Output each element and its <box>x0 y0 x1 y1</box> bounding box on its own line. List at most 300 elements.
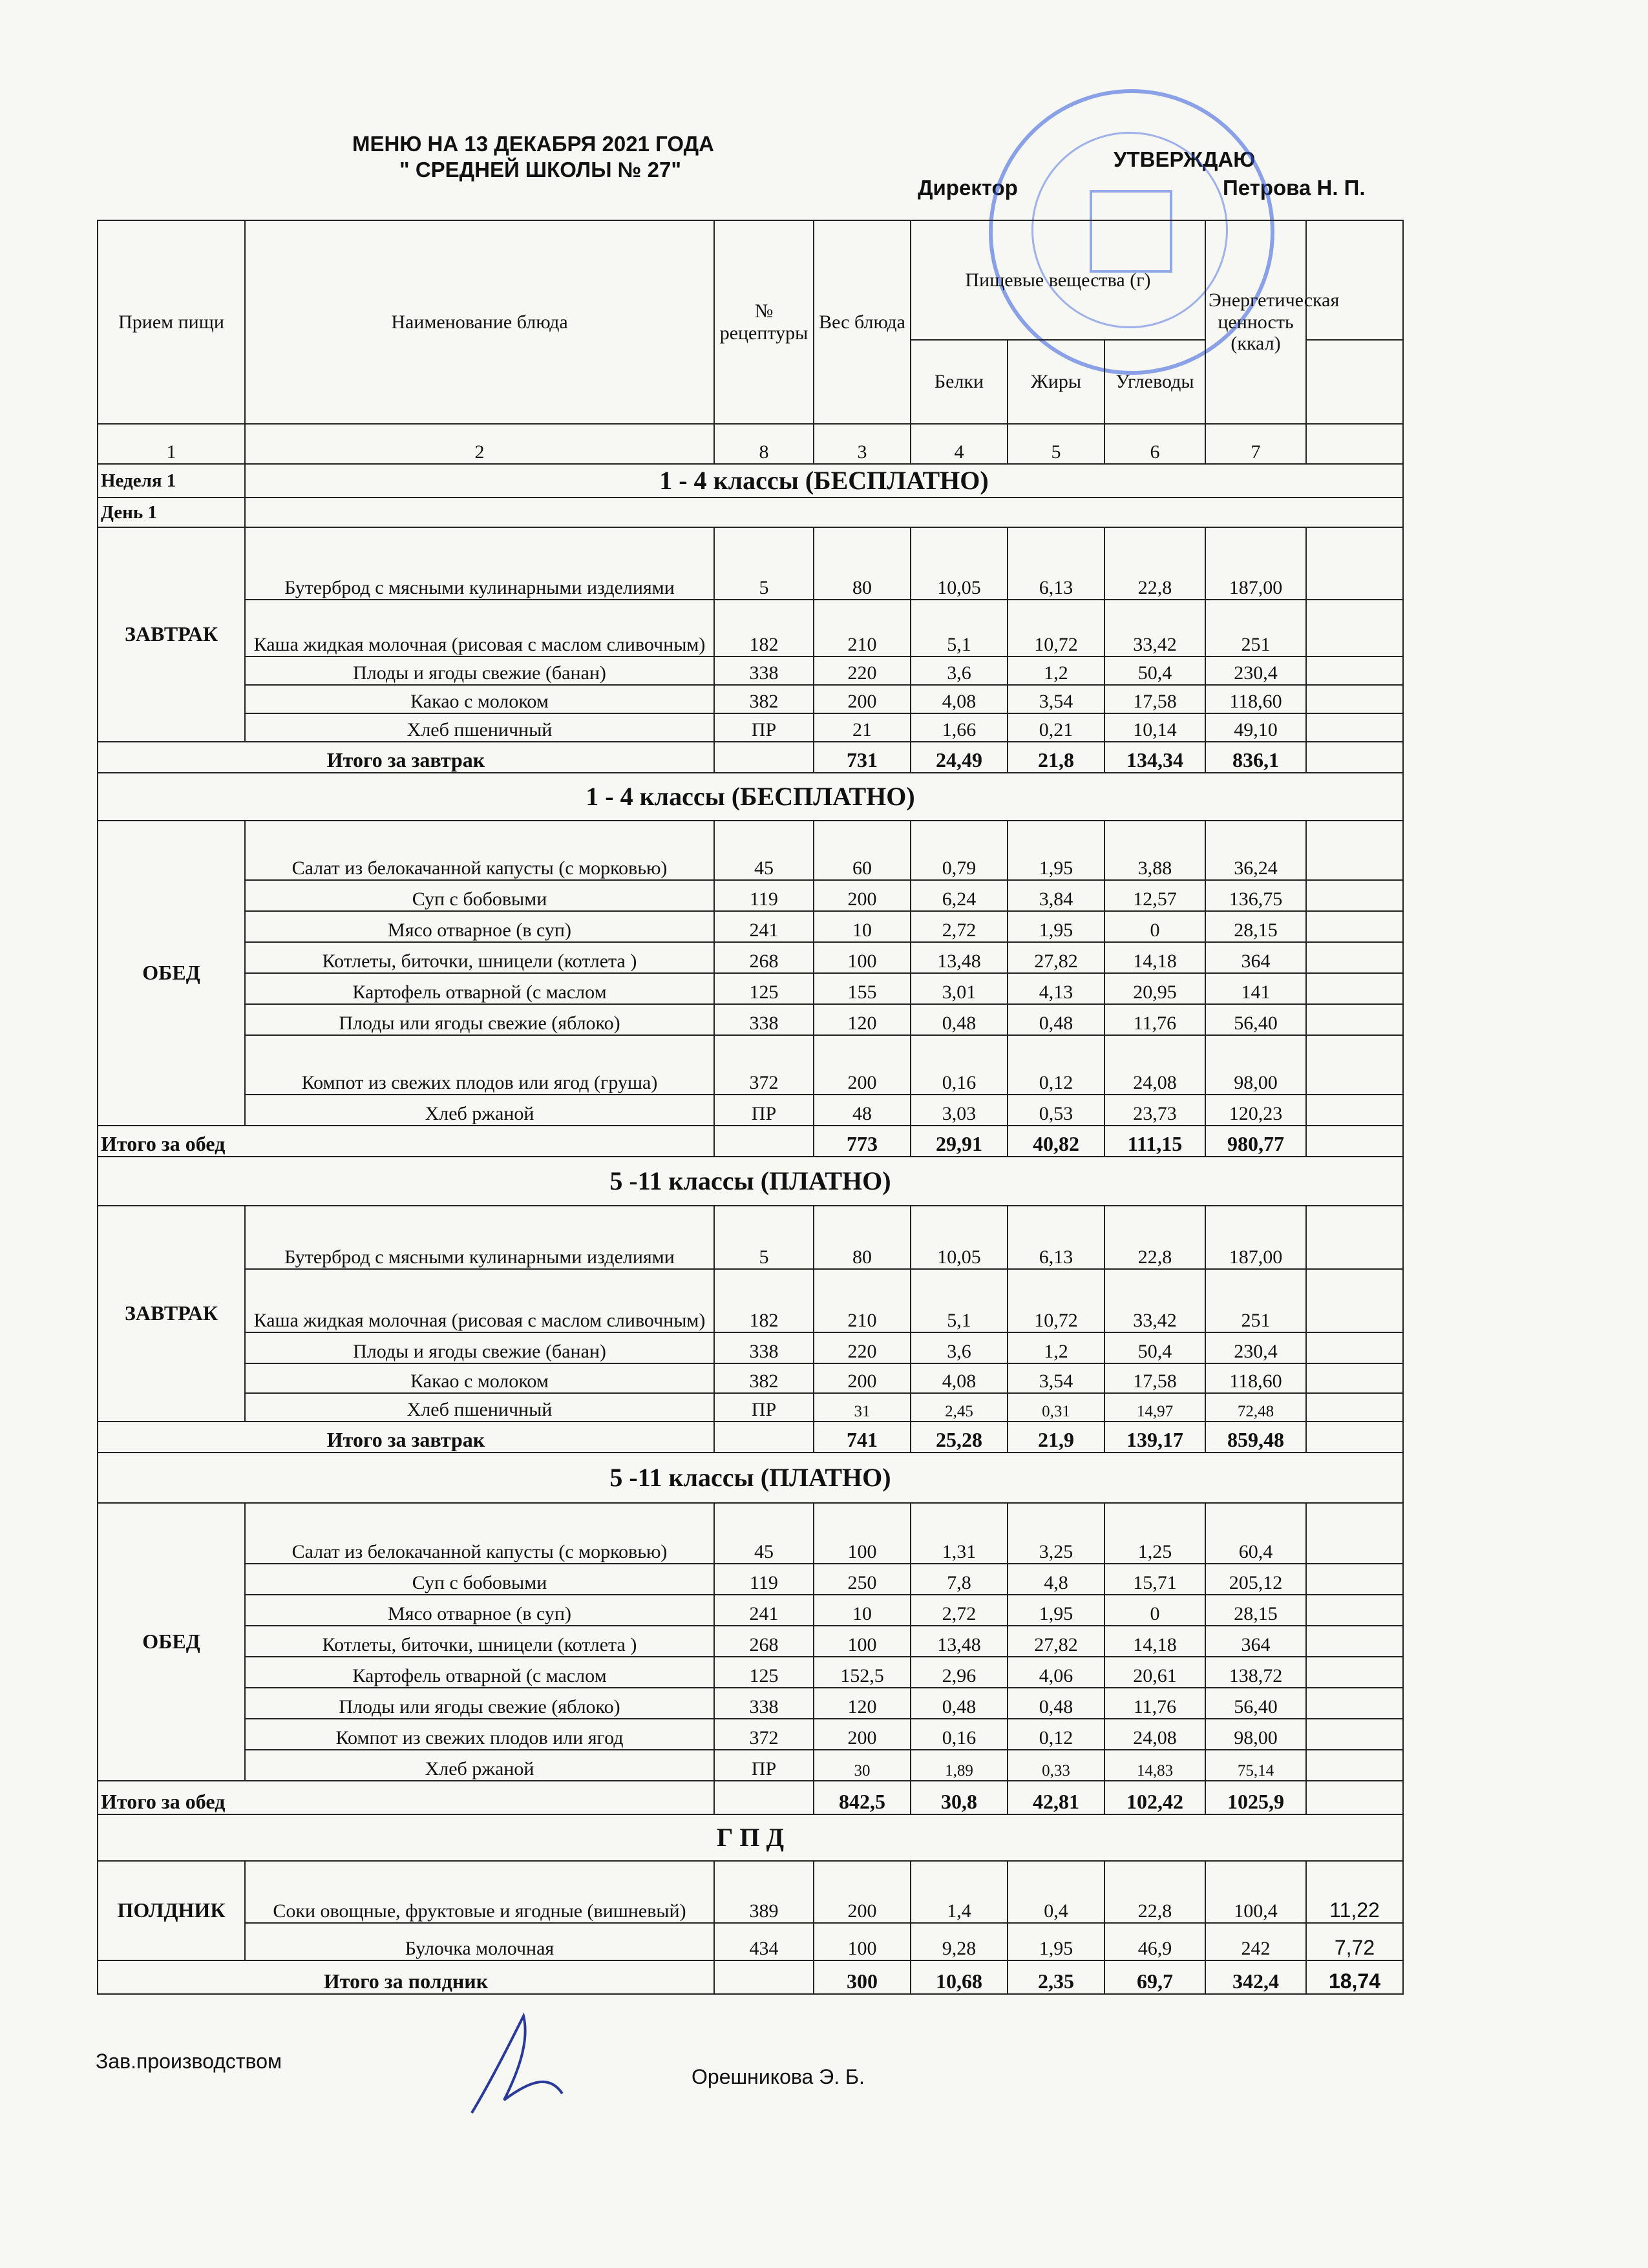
total-extra: 18,74 <box>1306 1960 1403 1994</box>
weight-value: 200 <box>814 1861 911 1923</box>
dish-name: Суп с бобовыми <box>245 880 714 911</box>
fat-value: 1,95 <box>1008 1923 1104 1960</box>
table-row <box>98 1269 1403 1332</box>
protein-value: 3,6 <box>911 1332 1008 1363</box>
table-row <box>98 1923 1403 1960</box>
fat-value: 1,95 <box>1008 911 1104 942</box>
total-row <box>98 1781 1403 1814</box>
total-label: Итого за завтрак <box>98 742 714 773</box>
protein-value: 1,89 <box>911 1750 1008 1781</box>
weight-value: 210 <box>814 1269 911 1332</box>
total-weight: 741 <box>814 1422 911 1453</box>
extra-value <box>1306 656 1403 685</box>
fat-value: 6,13 <box>1008 527 1104 600</box>
meal-name: ПОЛДНИК <box>98 1861 245 1960</box>
total-fat: 21,9 <box>1008 1422 1104 1453</box>
dish-name: Мясо отварное (в суп) <box>245 1595 714 1626</box>
extra-value <box>1306 600 1403 656</box>
carbs-value: 50,4 <box>1104 1332 1205 1363</box>
table-row <box>98 1363 1403 1393</box>
energy-value: 187,00 <box>1205 1206 1306 1269</box>
day-spacer <box>245 498 1403 527</box>
total-protein: 29,91 <box>911 1126 1008 1157</box>
total-label: Итого за обед <box>98 1781 714 1814</box>
carbs-value: 22,8 <box>1104 1206 1205 1269</box>
fat-value: 10,72 <box>1008 600 1104 656</box>
extra-value <box>1306 527 1403 600</box>
meal-name: ЗАВТРАК <box>98 527 245 742</box>
weight-value: 100 <box>814 1503 911 1564</box>
total-weight: 300 <box>814 1960 911 1994</box>
protein-value: 1,4 <box>911 1861 1008 1923</box>
table-row <box>98 1719 1403 1750</box>
carbs-value: 3,88 <box>1104 821 1205 880</box>
fat-value: 10,72 <box>1008 1269 1104 1332</box>
fat-value: 6,13 <box>1008 1206 1104 1269</box>
total-protein: 25,28 <box>911 1422 1008 1453</box>
meal-name: ЗАВТРАК <box>98 1206 245 1422</box>
table-row <box>98 973 1403 1004</box>
carbs-value: 22,8 <box>1104 1861 1205 1923</box>
recipe-number: ПР <box>714 1750 814 1781</box>
protein-value: 0,79 <box>911 821 1008 880</box>
extra-value <box>1306 685 1403 713</box>
total-recipe-empty <box>714 1422 814 1453</box>
carbs-value: 10,14 <box>1104 713 1205 742</box>
carbs-value: 12,57 <box>1104 880 1205 911</box>
menu-title: МЕНЮ НА 13 ДЕКАБРЯ 2021 ГОДА <box>352 132 714 156</box>
recipe-number: 5 <box>714 527 814 600</box>
extra-value <box>1306 1269 1403 1332</box>
col-meal-header: Прием пищи <box>98 220 245 424</box>
col-extra-subheader <box>1306 340 1403 424</box>
dish-name: Салат из белокачанной капусты (с морковью) <box>245 821 714 880</box>
dish-name: Компот из свежих плодов или ягод (груша) <box>245 1035 714 1095</box>
col-number: 4 <box>911 424 1008 464</box>
dish-name: Плоды и ягоды свежие (банан) <box>245 656 714 685</box>
recipe-number: 434 <box>714 1923 814 1960</box>
carbs-value: 17,58 <box>1104 1363 1205 1393</box>
dish-name: Хлеб пшеничный <box>245 1393 714 1422</box>
protein-value: 1,66 <box>911 713 1008 742</box>
table-row <box>98 880 1403 911</box>
recipe-number: 338 <box>714 1688 814 1719</box>
col-extra-header <box>1306 220 1403 340</box>
recipe-number: 268 <box>714 942 814 973</box>
table-row <box>98 1861 1403 1923</box>
total-carbs: 139,17 <box>1104 1422 1205 1453</box>
dish-name: Бутерброд с мясными кулинарными изделиями <box>245 527 714 600</box>
energy-value: 98,00 <box>1205 1035 1306 1095</box>
extra-value <box>1306 713 1403 742</box>
extra-value <box>1306 1626 1403 1657</box>
section-row <box>98 773 1403 821</box>
energy-value: 120,23 <box>1205 1095 1306 1126</box>
energy-value: 230,4 <box>1205 656 1306 685</box>
weight-value: 250 <box>814 1564 911 1595</box>
footer-signer-name: Орешникова Э. Б. <box>692 2065 865 2088</box>
footer-position: Зав.производством <box>96 2050 282 2073</box>
dish-name: Булочка молочная <box>245 1923 714 1960</box>
recipe-number: ПР <box>714 713 814 742</box>
weight-value: 200 <box>814 685 911 713</box>
col-recipe-header: № рецептуры <box>714 220 814 424</box>
carbs-value: 15,71 <box>1104 1564 1205 1595</box>
weight-value: 120 <box>814 1688 911 1719</box>
carbs-value: 11,76 <box>1104 1688 1205 1719</box>
weight-value: 220 <box>814 1332 911 1363</box>
total-row <box>98 742 1403 773</box>
recipe-number: ПР <box>714 1393 814 1422</box>
energy-value: 118,60 <box>1205 1363 1306 1393</box>
protein-value: 5,1 <box>911 1269 1008 1332</box>
dish-name: Хлеб ржаной <box>245 1750 714 1781</box>
weight-value: 100 <box>814 1626 911 1657</box>
table-row <box>98 1688 1403 1719</box>
fat-value: 0,12 <box>1008 1719 1104 1750</box>
energy-value: 242 <box>1205 1923 1306 1960</box>
weight-value: 60 <box>814 821 911 880</box>
day-row <box>98 498 1403 527</box>
protein-value: 3,6 <box>911 656 1008 685</box>
energy-value: 251 <box>1205 600 1306 656</box>
recipe-number: 372 <box>714 1719 814 1750</box>
col-fat-header: Жиры <box>1008 340 1104 424</box>
menu-table <box>97 220 1404 1995</box>
carbs-value: 24,08 <box>1104 1035 1205 1095</box>
protein-value: 9,28 <box>911 1923 1008 1960</box>
dish-name: Хлеб ржаной <box>245 1095 714 1126</box>
energy-value: 49,10 <box>1205 713 1306 742</box>
protein-value: 2,96 <box>911 1657 1008 1688</box>
dish-name: Компот из свежих плодов или ягод <box>245 1719 714 1750</box>
recipe-number: 5 <box>714 1206 814 1269</box>
table-row <box>98 1332 1403 1363</box>
dish-name: Хлеб пшеничный <box>245 713 714 742</box>
carbs-value: 0 <box>1104 911 1205 942</box>
energy-value: 28,15 <box>1205 1595 1306 1626</box>
col-protein-header: Белки <box>911 340 1008 424</box>
table-row <box>98 1750 1403 1781</box>
extra-value <box>1306 1095 1403 1126</box>
fat-value: 1,95 <box>1008 1595 1104 1626</box>
energy-value: 251 <box>1205 1269 1306 1332</box>
dish-name: Мясо отварное (в суп) <box>245 911 714 942</box>
total-weight: 842,5 <box>814 1781 911 1814</box>
extra-value <box>1306 1004 1403 1035</box>
table-row <box>98 1595 1403 1626</box>
fat-value: 0,4 <box>1008 1861 1104 1923</box>
col-number: 7 <box>1205 424 1306 464</box>
extra-value <box>1306 1750 1403 1781</box>
extra-value <box>1306 1719 1403 1750</box>
extra-value: 7,72 <box>1306 1923 1403 1960</box>
recipe-number: 382 <box>714 685 814 713</box>
dish-name: Каша жидкая молочная (рисовая с маслом сливочным) <box>245 600 714 656</box>
meal-name: ОБЕД <box>98 821 245 1126</box>
total-energy: 859,48 <box>1205 1422 1306 1453</box>
dish-name: Салат из белокачанной капусты (с морковью) <box>245 1503 714 1564</box>
weight-value: 31 <box>814 1393 911 1422</box>
protein-value: 2,72 <box>911 911 1008 942</box>
extra-value <box>1306 1503 1403 1564</box>
fat-value: 3,25 <box>1008 1503 1104 1564</box>
fat-value: 0,33 <box>1008 1750 1104 1781</box>
recipe-number: 389 <box>714 1861 814 1923</box>
energy-value: 118,60 <box>1205 685 1306 713</box>
fat-value: 27,82 <box>1008 1626 1104 1657</box>
carbs-value: 20,61 <box>1104 1657 1205 1688</box>
fat-value: 3,54 <box>1008 685 1104 713</box>
carbs-value: 46,9 <box>1104 1923 1205 1960</box>
section-title: Г П Д <box>98 1814 1403 1861</box>
total-extra <box>1306 1781 1403 1814</box>
total-fat: 40,82 <box>1008 1126 1104 1157</box>
weight-value: 200 <box>814 1363 911 1393</box>
total-carbs: 69,7 <box>1104 1960 1205 1994</box>
fat-value: 1,95 <box>1008 821 1104 880</box>
recipe-number: 338 <box>714 656 814 685</box>
total-fat: 42,81 <box>1008 1781 1104 1814</box>
total-recipe-empty <box>714 1781 814 1814</box>
fat-value: 3,84 <box>1008 880 1104 911</box>
recipe-number: 182 <box>714 1269 814 1332</box>
total-label: Итого за полдник <box>98 1960 714 1994</box>
weight-value: 200 <box>814 1035 911 1095</box>
meal-name: ОБЕД <box>98 1503 245 1781</box>
energy-value: 138,72 <box>1205 1657 1306 1688</box>
week-label: Неделя 1 <box>98 464 245 498</box>
recipe-number: 241 <box>714 1595 814 1626</box>
extra-value <box>1306 942 1403 973</box>
carbs-value: 23,73 <box>1104 1095 1205 1126</box>
col-number: 2 <box>245 424 714 464</box>
carbs-value: 50,4 <box>1104 656 1205 685</box>
signature-icon <box>452 2003 582 2132</box>
carbs-value: 33,42 <box>1104 1269 1205 1332</box>
total-label: Итого за обед <box>98 1126 714 1157</box>
total-carbs: 111,15 <box>1104 1126 1205 1157</box>
dish-name: Плоды и ягоды свежие (банан) <box>245 1332 714 1363</box>
extra-value <box>1306 1332 1403 1363</box>
table-row <box>98 942 1403 973</box>
energy-value: 75,14 <box>1205 1750 1306 1781</box>
fat-value: 0,31 <box>1008 1393 1104 1422</box>
section-title: 1 - 4 классы (БЕСПЛАТНО) <box>98 773 1403 821</box>
table-row <box>98 1564 1403 1595</box>
section-title: 1 - 4 классы (БЕСПЛАТНО) <box>245 464 1403 498</box>
recipe-number: 119 <box>714 880 814 911</box>
protein-value: 2,45 <box>911 1393 1008 1422</box>
carbs-value: 11,76 <box>1104 1004 1205 1035</box>
energy-value: 230,4 <box>1205 1332 1306 1363</box>
dish-name: Картофель отварной (с маслом <box>245 1657 714 1688</box>
weight-value: 100 <box>814 942 911 973</box>
weight-value: 155 <box>814 973 911 1004</box>
recipe-number: 241 <box>714 911 814 942</box>
extra-value <box>1306 1363 1403 1393</box>
extra-value <box>1306 1688 1403 1719</box>
energy-value: 56,40 <box>1205 1004 1306 1035</box>
section-row <box>98 1157 1403 1206</box>
extra-value <box>1306 1035 1403 1095</box>
energy-value: 364 <box>1205 1626 1306 1657</box>
weight-value: 80 <box>814 1206 911 1269</box>
recipe-number: 119 <box>714 1564 814 1595</box>
carbs-value: 17,58 <box>1104 685 1205 713</box>
section-title: 5 -11 классы (ПЛАТНО) <box>98 1453 1403 1503</box>
protein-value: 3,03 <box>911 1095 1008 1126</box>
total-protein: 10,68 <box>911 1960 1008 1994</box>
table-row <box>98 1004 1403 1035</box>
day-label: День 1 <box>98 498 245 527</box>
recipe-number: 182 <box>714 600 814 656</box>
total-row <box>98 1126 1403 1157</box>
total-energy: 836,1 <box>1205 742 1306 773</box>
energy-value: 56,40 <box>1205 1688 1306 1719</box>
energy-value: 100,4 <box>1205 1861 1306 1923</box>
recipe-number: 338 <box>714 1332 814 1363</box>
protein-value: 4,08 <box>911 685 1008 713</box>
total-extra <box>1306 742 1403 773</box>
total-carbs: 134,34 <box>1104 742 1205 773</box>
section-row <box>98 464 1403 498</box>
weight-value: 200 <box>814 880 911 911</box>
total-row <box>98 1422 1403 1453</box>
carbs-value: 24,08 <box>1104 1719 1205 1750</box>
protein-value: 13,48 <box>911 942 1008 973</box>
protein-value: 7,8 <box>911 1564 1008 1595</box>
dish-name: Плоды или ягоды свежие (яблоко) <box>245 1688 714 1719</box>
dish-name: Соки овощные, фруктовые и ягодные (вишневый) <box>245 1861 714 1923</box>
col-number: 6 <box>1104 424 1205 464</box>
weight-value: 48 <box>814 1095 911 1126</box>
extra-value: 11,22 <box>1306 1861 1403 1923</box>
extra-value <box>1306 1564 1403 1595</box>
weight-value: 80 <box>814 527 911 600</box>
total-label: Итого за завтрак <box>98 1422 714 1453</box>
total-recipe-empty <box>714 742 814 773</box>
protein-value: 0,48 <box>911 1688 1008 1719</box>
fat-value: 0,12 <box>1008 1035 1104 1095</box>
col-nutrients-header: Пищевые вещества (г) <box>911 220 1205 340</box>
table-row <box>98 911 1403 942</box>
fat-value: 3,54 <box>1008 1363 1104 1393</box>
total-protein: 24,49 <box>911 742 1008 773</box>
energy-value: 136,75 <box>1205 880 1306 911</box>
fat-value: 4,13 <box>1008 973 1104 1004</box>
dish-name: Суп с бобовыми <box>245 1564 714 1595</box>
energy-value: 141 <box>1205 973 1306 1004</box>
dish-name: Каша жидкая молочная (рисовая с маслом сливочным) <box>245 1269 714 1332</box>
table-row <box>98 656 1403 685</box>
recipe-number: 45 <box>714 821 814 880</box>
recipe-number: 338 <box>714 1004 814 1035</box>
col-number <box>1306 424 1403 464</box>
recipe-number: 382 <box>714 1363 814 1393</box>
energy-value: 72,48 <box>1205 1393 1306 1422</box>
table-row <box>98 1095 1403 1126</box>
carbs-value: 14,83 <box>1104 1750 1205 1781</box>
table-row <box>98 1657 1403 1688</box>
col-carbs-header: Углеводы <box>1104 340 1205 424</box>
carbs-value: 1,25 <box>1104 1503 1205 1564</box>
fat-value: 1,2 <box>1008 1332 1104 1363</box>
extra-value <box>1306 821 1403 880</box>
carbs-value: 22,8 <box>1104 527 1205 600</box>
dish-name: Бутерброд с мясными кулинарными изделиями <box>245 1206 714 1269</box>
table-row <box>98 1035 1403 1095</box>
table-row <box>98 1393 1403 1422</box>
protein-value: 5,1 <box>911 600 1008 656</box>
total-extra <box>1306 1422 1403 1453</box>
table-row <box>98 600 1403 656</box>
extra-value <box>1306 1595 1403 1626</box>
table-row <box>98 527 1403 600</box>
weight-value: 200 <box>814 1719 911 1750</box>
col-number: 3 <box>814 424 911 464</box>
protein-value: 13,48 <box>911 1626 1008 1657</box>
energy-value: 28,15 <box>1205 911 1306 942</box>
protein-value: 0,16 <box>911 1035 1008 1095</box>
extra-value <box>1306 1206 1403 1269</box>
weight-value: 21 <box>814 713 911 742</box>
fat-value: 0,48 <box>1008 1004 1104 1035</box>
table-row <box>98 821 1403 880</box>
extra-value <box>1306 973 1403 1004</box>
fat-value: 0,53 <box>1008 1095 1104 1126</box>
carbs-value: 20,95 <box>1104 973 1205 1004</box>
total-recipe-empty <box>714 1960 814 1994</box>
energy-value: 98,00 <box>1205 1719 1306 1750</box>
director-name: Петрова Н. П. <box>1223 176 1366 200</box>
protein-value: 2,72 <box>911 1595 1008 1626</box>
recipe-number: 268 <box>714 1626 814 1657</box>
director-label: Директор <box>918 176 1018 200</box>
energy-value: 364 <box>1205 942 1306 973</box>
section-title: 5 -11 классы (ПЛАТНО) <box>98 1157 1403 1206</box>
recipe-number: 125 <box>714 1657 814 1688</box>
total-weight: 773 <box>814 1126 911 1157</box>
protein-value: 10,05 <box>911 1206 1008 1269</box>
extra-value <box>1306 1393 1403 1422</box>
weight-value: 152,5 <box>814 1657 911 1688</box>
table-row <box>98 713 1403 742</box>
carbs-value: 14,97 <box>1104 1393 1205 1422</box>
col-dish-header: Наименование блюда <box>245 220 714 424</box>
energy-value: 60,4 <box>1205 1503 1306 1564</box>
fat-value: 1,2 <box>1008 656 1104 685</box>
weight-value: 120 <box>814 1004 911 1035</box>
col-number: 8 <box>714 424 814 464</box>
extra-value <box>1306 880 1403 911</box>
fat-value: 0,21 <box>1008 713 1104 742</box>
extra-value <box>1306 911 1403 942</box>
energy-value: 187,00 <box>1205 527 1306 600</box>
dish-name: Котлеты, биточки, шницели (котлета ) <box>245 942 714 973</box>
table-row <box>98 1503 1403 1564</box>
weight-value: 210 <box>814 600 911 656</box>
protein-value: 6,24 <box>911 880 1008 911</box>
weight-value: 10 <box>814 1595 911 1626</box>
recipe-number: 45 <box>714 1503 814 1564</box>
total-carbs: 102,42 <box>1104 1781 1205 1814</box>
carbs-value: 33,42 <box>1104 600 1205 656</box>
dish-name: Какао с молоком <box>245 685 714 713</box>
protein-value: 4,08 <box>911 1363 1008 1393</box>
total-extra <box>1306 1126 1403 1157</box>
dish-name: Котлеты, биточки, шницели (котлета ) <box>245 1626 714 1657</box>
